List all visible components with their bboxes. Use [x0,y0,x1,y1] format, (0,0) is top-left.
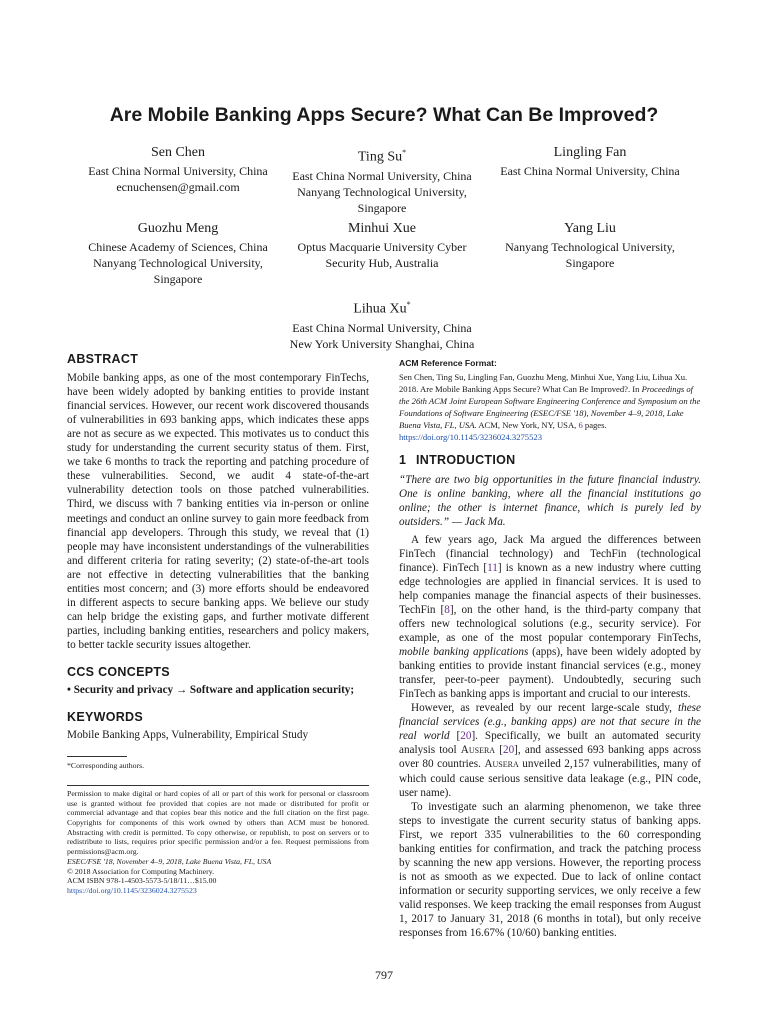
author-affiliation: East China Normal University, China [292,168,472,183]
author-affiliation: East China Normal University, China [292,320,472,335]
footnote-rule [67,756,127,757]
acm-ref-doi-link[interactable]: https://doi.org/10.1145/3236024.3275523 [399,431,542,442]
tool-name: Ausera [484,758,519,771]
tool-name: Ausera [460,744,496,757]
author-block [282,296,482,352]
citation-link[interactable]: 20 [460,730,472,743]
author-name: Sen Chen [150,145,206,160]
author-affiliation: Singapore [357,200,407,215]
abstract-text: Mobile banking apps, as one of the most contemporary FinTechs, have been widely adopted by banking entities to provide instant financial services. However, our recent work discovered thousands of vulnerabilities in 693 banking apps, which indicates these apps are not as secure as we expected. This motivates us to conduct this study for understanding the current security status of them. First, we take 6 months to track the reporting and patching procedure of these vulnerabilities. Second, we audit 4 state-of-the-art vulnerability detection tools on those patched vulnerabilities. Third, we discuss with 7 banking entities via in-person or online meetings and conduct an online survey to gain more feedback from financial app developers. Through this study, we reveal that (1) people may have inconsistent understandings of the vulnerabilities and different criteria for rating severity; (2) state-of-the-art tools are not effective in detecting vulnerabilities that the banking entities most concern; and (3) more efforts should be endeavored in different aspects to secure banking apps. We believe our study can help bridge the existing gaps, and further motivate different parties, including banking entities, researchers and policy makers, to better tackle security issues altogether. [67,372,369,651]
intro-paragraph: To investigate such an alarming phenomenon, we take three steps to investigate the current security status of banking apps. First, we report 335 vulnerabilities to the 60 corresponding banking entities for confirmation, and track the patching process by scanning the new app versions. However, the reporting process is not as smooth as we expected. Due to lack of online contact information or security supporting services, we only receive a few valid responses. We keep tracking the email responses from August 1, 2017 to January 31, 2018 (6 months in total), but only receive responses from 16.67% (10/60) banking entities. [399,800,701,940]
intro-heading: 1 INTRODUCTION [399,453,516,468]
citation-link[interactable]: 20 [502,744,515,757]
page-number: 797 [375,968,393,982]
author-affiliation: Optus Macquarie University Cyber [297,240,467,254]
author-affiliation: East China Normal University, China [88,164,268,178]
author-name: Yang Liu [564,221,616,236]
author-name: Lihua Xu* [353,300,411,317]
author-affiliation: Nanyang Technological University, [93,256,263,270]
author-affiliation: Nanyang Technological University, [505,240,675,254]
author-email: ecnuchensen@gmail.com [116,180,240,194]
ccs-heading: CCS CONCEPTS [67,664,170,679]
ccs-text: • Security and privacy → Software and application security; [67,684,355,697]
copyright: © 2018 Association for Computing Machinery. [67,866,215,876]
author-affiliation: Chinese Academy of Sciences, China [88,240,268,254]
author-affiliation: Nanyang Technological University, [297,184,467,199]
citation-link[interactable]: 11 [487,561,498,574]
author-affiliation: Singapore [565,256,615,270]
acm-ref-heading: ACM Reference Format: [399,358,497,368]
permission-rule [67,785,369,786]
intro-paragraph: However, as revealed by our recent large-scale study, these financial services (e.g., banking apps) are not that secure in the real world [20]. Specifically, we built an automated security analysis tool Ausera [20], and assessed 693 banking apps across over 80 countries. Ausera unveiled 2,157 vulnerabilities, many of which could cause serious sensitive data leakage (e.g., PIN code, user name). [399,702,702,799]
acm-ref-text: Sen Chen, Ting Su, Lingling Fan, Guozhu Meng, Minhui Xue, Yang Liu, Lihua Xu. 2018. Are Mobile Banking Apps Secure? What Can Be Improved?. In Proceedings of the 26th ACM Joint European Software Engineering Conference and Symposium on the Foundations of Software Engineering (ESEC/FSE '18), November 4–9, 2018, Lake Buena Vista, FL, USA. ACM, New York, NY, USA, 6 pages. https://doi.org/10.1145/3236024.3275523 [399,372,701,442]
intro-paragraph: A few years ago, Jack Ma argued the differences between FinTech (financial technology) and TechFin (technological finance). FinTech [11] is known as a new industry where cutting edge technologies are applied in financial services. It is used to help companies manage the financial aspects of their businesses. TechFin [8], on the other hand, is the third-party company that offers new technological solutions (e.g., security service). For example, as one of the most popular contemporary FinTechs, mobile banking applications (apps), have been widely adopted by banking entities to provide instant financial services (e.g., money transfer, peer-to-peer payment). Undoubtedly, securing such FinTech as banking apps is important and crucial to our interests. [399,533,702,701]
author-block [78,144,278,195]
author-name: Guozhu Meng [137,221,219,236]
author-block [490,144,690,179]
citation-link[interactable]: 8 [444,603,450,616]
permission-block [67,789,369,896]
author-affiliation: East China Normal University, China [500,164,680,178]
left-column [67,352,369,896]
author-block [282,144,482,216]
author-name: Lingling Fan [553,145,627,160]
venue: ESEC/FSE '18, November 4–9, 2018, Lake Buena Vista, FL, USA [67,856,272,866]
corresponding-note: *Corresponding authors. [67,761,145,771]
pages-ref[interactable]: 6 [578,419,583,430]
right-column [399,356,701,940]
author-affiliation: Singapore [153,272,203,286]
author-name: Ting Su* [357,148,407,165]
author-block [282,220,482,271]
permission-text: Permission to make digital or hard copies of all or part of this work for personal or classroom use is granted without fee provided that copies are not made or distributed for profit or commercial advantage and that copies bear this notice and the full citation on the first page. Copyrights for components of this work owned by others than ACM must be honored. Abstracting with credit is permitted. To copy otherwise, or republish, to post on servers or to redistribute to lists, requires prior specific permission and/or a fee. Request permissions from permissions@acm.org. [67,788,369,857]
paper-title: Are Mobile Banking Apps Secure? What Can Be Improved? [109,104,659,126]
author-block [490,220,690,271]
author-affiliation: New York University Shanghai, China [289,336,475,351]
doi-link[interactable]: https://doi.org/10.1145/3236024.3275523 [67,885,197,895]
author-block [78,220,278,287]
keywords-text: Mobile Banking Apps, Vulnerability, Empirical Study [67,729,309,742]
author-affiliation: Security Hub, Australia [325,256,439,270]
isbn: ACM ISBN 978-1-4503-5573-5/18/11…$15.00 [67,876,217,886]
author-name: Minhui Xue [347,221,417,236]
abstract-heading: ABSTRACT [67,352,139,366]
keywords-heading: KEYWORDS [67,710,144,725]
intro-quote: “There are two big opportunities in the future financial industry. One is online banking, where all the financial institutions go online; the other is internet finance, which is purely led by outsiders.” — Jack Ma. [399,473,701,528]
